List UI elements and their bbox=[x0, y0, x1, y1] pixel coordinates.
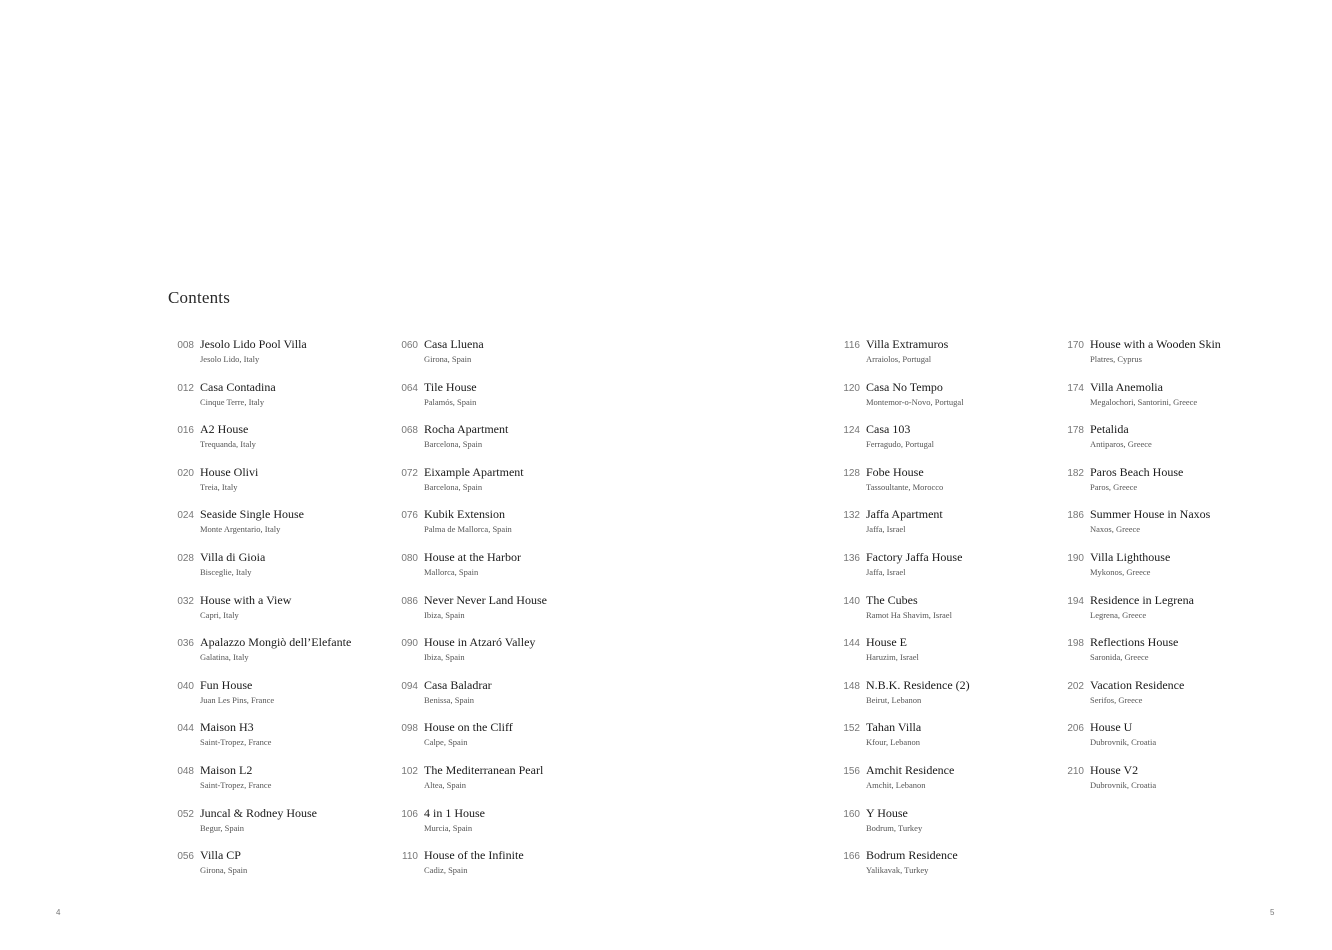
toc-entry[interactable] bbox=[834, 805, 1034, 848]
toc-project-name: House V2 bbox=[1090, 762, 1139, 777]
toc-location: Jesolo Lido, Italy bbox=[200, 354, 260, 364]
toc-entry[interactable] bbox=[168, 805, 368, 848]
toc-page-number: 016 bbox=[177, 425, 194, 437]
toc-entry[interactable] bbox=[392, 592, 592, 635]
contents-title: Contents bbox=[168, 288, 231, 307]
toc-project-name: Casa Contadina bbox=[200, 379, 276, 394]
toc-location: Kfour, Lebanon bbox=[866, 737, 920, 748]
toc-location: Benissa, Spain bbox=[424, 694, 475, 705]
toc-page-number: 040 bbox=[177, 680, 194, 692]
toc-location: Yalikavak, Turkey bbox=[866, 865, 929, 876]
toc-location: Barcelona, Spain bbox=[424, 481, 483, 492]
toc-page-number: 098 bbox=[401, 723, 418, 735]
toc-project-name: Vacation Residence bbox=[1090, 677, 1185, 692]
toc-project-name: Maison H3 bbox=[200, 720, 254, 735]
toc-project-name: Rocha Apartment bbox=[424, 422, 509, 437]
toc-entry[interactable] bbox=[392, 421, 592, 464]
toc-entry[interactable] bbox=[1058, 336, 1258, 379]
toc-entry[interactable] bbox=[168, 421, 368, 464]
toc-entry[interactable] bbox=[1058, 634, 1258, 677]
toc-project-name: Factory Jaffa House bbox=[866, 549, 963, 564]
toc-page-number: 024 bbox=[177, 510, 194, 522]
toc-location: Legrena, Greece bbox=[1090, 609, 1147, 620]
toc-page-number: 140 bbox=[843, 595, 860, 607]
toc-location: Monte Argentario, Italy bbox=[200, 524, 281, 535]
toc-entry[interactable] bbox=[1058, 379, 1258, 422]
toc-project-name: Never Never Land House bbox=[424, 592, 547, 607]
toc-project-name: House on the Cliff bbox=[424, 720, 513, 735]
toc-location: Ferragudo, Portugal bbox=[866, 439, 934, 450]
toc-entry[interactable] bbox=[392, 464, 592, 507]
toc-project-name: The Cubes bbox=[866, 592, 918, 607]
toc-location: Montemor-o-Novo, Portugal bbox=[866, 396, 964, 407]
toc-entry[interactable] bbox=[1058, 549, 1258, 592]
toc-project-name: House in Atzaró Valley bbox=[424, 635, 536, 650]
toc-location: Barcelona, Spain bbox=[424, 439, 483, 450]
toc-project-name: Juncal & Rodney House bbox=[200, 805, 317, 820]
toc-project-name: Amchit Residence bbox=[866, 762, 955, 777]
toc-page-number: 190 bbox=[1067, 552, 1084, 564]
toc-project-name: Villa Lighthouse bbox=[1090, 549, 1171, 564]
toc-project-name: House with a View bbox=[200, 592, 292, 607]
toc-project-name: Casa Lluena bbox=[424, 337, 484, 351]
toc-entry[interactable] bbox=[834, 336, 1034, 379]
toc-project-name: Fun House bbox=[200, 677, 253, 692]
toc-location: Megalochori, Santorini, Greece bbox=[1090, 396, 1198, 407]
toc-page-number: 148 bbox=[843, 680, 860, 692]
toc-page-number: 102 bbox=[401, 765, 418, 777]
toc-page-number: 144 bbox=[843, 638, 860, 650]
toc-entry[interactable] bbox=[834, 677, 1034, 720]
toc-location: Bisceglie, Italy bbox=[200, 566, 252, 577]
toc-entry[interactable] bbox=[392, 847, 592, 890]
toc-entry[interactable] bbox=[392, 677, 592, 720]
contents-column-3 bbox=[834, 336, 1034, 890]
toc-location: Murcia, Spain bbox=[424, 822, 473, 833]
toc-page-number: 048 bbox=[177, 765, 194, 777]
toc-page-number: 012 bbox=[177, 382, 194, 394]
toc-location: Saronida, Greece bbox=[1090, 652, 1149, 663]
toc-location: Dubrovnik, Croatia bbox=[1090, 737, 1157, 748]
toc-page-number: 086 bbox=[401, 595, 418, 607]
toc-page-number: 008 bbox=[177, 340, 194, 351]
toc-entry[interactable] bbox=[1058, 464, 1258, 507]
toc-page-number: 110 bbox=[402, 851, 418, 863]
toc-entry[interactable] bbox=[1058, 506, 1258, 549]
toc-project-name: House U bbox=[1090, 720, 1133, 735]
toc-location: Mallorca, Spain bbox=[424, 566, 479, 577]
toc-entry[interactable] bbox=[834, 549, 1034, 592]
toc-page-number: 198 bbox=[1067, 638, 1084, 650]
toc-page-number: 152 bbox=[843, 723, 860, 735]
toc-location: Ramot Ha Shavim, Israel bbox=[866, 609, 952, 620]
toc-entry[interactable] bbox=[1058, 592, 1258, 635]
toc-project-name: Kubik Extension bbox=[424, 507, 505, 522]
toc-location: Calpe, Spain bbox=[424, 737, 468, 748]
toc-location: Cinque Terre, Italy bbox=[200, 396, 265, 407]
toc-location: Mykonos, Greece bbox=[1090, 566, 1151, 577]
toc-location: Paros, Greece bbox=[1090, 481, 1138, 492]
toc-page-number: 136 bbox=[843, 552, 860, 564]
toc-location: Serifos, Greece bbox=[1090, 694, 1143, 705]
toc-location: Beirut, Lebanon bbox=[866, 694, 922, 705]
toc-page-number: 124 bbox=[843, 425, 860, 437]
toc-location: Haruzim, Israel bbox=[866, 652, 919, 663]
toc-project-name: Tahan Villa bbox=[866, 720, 922, 735]
toc-project-name: Residence in Legrena bbox=[1090, 592, 1194, 607]
toc-entry[interactable] bbox=[168, 336, 368, 379]
toc-location: Platres, Cyprus bbox=[1090, 354, 1142, 364]
contents-column-1 bbox=[168, 336, 368, 890]
toc-project-name: Tile House bbox=[424, 379, 477, 394]
toc-page-number: 132 bbox=[843, 510, 860, 522]
toc-page-number: 028 bbox=[177, 552, 194, 564]
toc-project-name: House with a Wooden Skin bbox=[1090, 337, 1221, 351]
toc-project-name: Y House bbox=[866, 805, 908, 820]
toc-project-name: N.B.K. Residence (2) bbox=[866, 677, 970, 692]
toc-location: Trequanda, Italy bbox=[200, 439, 256, 450]
toc-entry[interactable] bbox=[1058, 719, 1258, 762]
toc-entry[interactable] bbox=[168, 719, 368, 762]
toc-page-number: 194 bbox=[1067, 595, 1084, 607]
toc-project-name: Jesolo Lido Pool Villa bbox=[200, 337, 307, 351]
toc-location: Antiparos, Greece bbox=[1090, 439, 1152, 450]
toc-entry[interactable] bbox=[168, 847, 368, 890]
toc-location: Treia, Italy bbox=[200, 481, 238, 492]
toc-location: Jaffa, Israel bbox=[866, 566, 906, 577]
toc-page-number: 056 bbox=[177, 851, 194, 863]
toc-project-name: Summer House in Naxos bbox=[1090, 507, 1211, 522]
toc-entry[interactable] bbox=[392, 762, 592, 805]
toc-entry[interactable] bbox=[392, 336, 592, 379]
toc-location: Juan Les Pins, France bbox=[200, 694, 275, 705]
toc-project-name: Villa di Gioia bbox=[200, 549, 266, 564]
toc-location: Girona, Spain bbox=[424, 354, 472, 364]
toc-project-name: Reflections House bbox=[1090, 635, 1179, 650]
toc-entry[interactable] bbox=[392, 805, 592, 848]
toc-project-name: A2 House bbox=[200, 422, 249, 437]
toc-location: Palamós, Spain bbox=[424, 396, 477, 407]
toc-location: Galatina, Italy bbox=[200, 652, 249, 663]
toc-entry[interactable] bbox=[168, 506, 368, 549]
toc-page-number: 182 bbox=[1067, 467, 1084, 479]
toc-location: Naxos, Greece bbox=[1090, 524, 1141, 535]
toc-project-name: Seaside Single House bbox=[200, 507, 304, 522]
toc-page-number: 174 bbox=[1067, 382, 1084, 394]
toc-entry[interactable] bbox=[392, 549, 592, 592]
toc-project-name: Petalida bbox=[1090, 422, 1129, 437]
toc-location: Dubrovnik, Croatia bbox=[1090, 779, 1157, 790]
page-number-left: 4 bbox=[56, 908, 61, 917]
toc-page-number: 080 bbox=[401, 552, 418, 564]
toc-project-name: House at the Harbor bbox=[424, 549, 521, 564]
toc-page-number: 094 bbox=[401, 680, 418, 692]
toc-entry[interactable] bbox=[168, 592, 368, 635]
toc-page-number: 036 bbox=[177, 638, 194, 650]
contents-column-2 bbox=[392, 336, 592, 890]
toc-location: Cadiz, Spain bbox=[424, 865, 468, 876]
toc-location: Arraiolos, Portugal bbox=[866, 354, 932, 364]
toc-project-name: House E bbox=[866, 635, 907, 650]
toc-entry[interactable] bbox=[834, 719, 1034, 762]
toc-location: Saint-Tropez, France bbox=[200, 779, 272, 790]
toc-location: Ibiza, Spain bbox=[424, 609, 465, 620]
toc-project-name: The Mediterranean Pearl bbox=[424, 762, 544, 777]
toc-page-number: 210 bbox=[1067, 765, 1084, 777]
toc-project-name: Casa Baladrar bbox=[424, 677, 492, 692]
toc-page-number: 116 bbox=[844, 340, 860, 351]
toc-page-number: 044 bbox=[177, 723, 194, 735]
toc-entry[interactable] bbox=[392, 379, 592, 422]
toc-location: Saint-Tropez, France bbox=[200, 737, 272, 748]
toc-page-number: 068 bbox=[401, 425, 418, 437]
toc-entry[interactable] bbox=[392, 506, 592, 549]
toc-page-number: 020 bbox=[177, 467, 194, 479]
toc-page-number: 178 bbox=[1067, 425, 1084, 437]
toc-project-name: House of the Infinite bbox=[424, 848, 524, 863]
toc-project-name: Eixample Apartment bbox=[424, 464, 524, 479]
toc-page-number: 128 bbox=[843, 467, 860, 479]
toc-project-name: Fobe House bbox=[866, 464, 924, 479]
toc-page-number: 076 bbox=[401, 510, 418, 522]
toc-entry[interactable] bbox=[168, 464, 368, 507]
toc-location: Palma de Mallorca, Spain bbox=[424, 524, 512, 535]
toc-page-number: 170 bbox=[1067, 340, 1084, 351]
toc-page-number: 160 bbox=[843, 808, 860, 820]
toc-page-number: 064 bbox=[401, 382, 418, 394]
toc-location: Jaffa, Israel bbox=[866, 524, 906, 535]
toc-entry[interactable] bbox=[392, 719, 592, 762]
toc-entry[interactable] bbox=[834, 847, 1034, 890]
toc-project-name: Jaffa Apartment bbox=[866, 507, 943, 522]
toc-project-name: Villa CP bbox=[200, 848, 241, 863]
toc-entry[interactable] bbox=[168, 677, 368, 720]
toc-entry[interactable] bbox=[168, 379, 368, 422]
toc-page-number: 052 bbox=[177, 808, 194, 820]
toc-project-name: Paros Beach House bbox=[1090, 464, 1184, 479]
toc-entry[interactable] bbox=[834, 464, 1034, 507]
toc-project-name: Casa 103 bbox=[866, 422, 911, 437]
toc-entry[interactable] bbox=[834, 762, 1034, 805]
toc-page-number: 072 bbox=[401, 467, 418, 479]
toc-entry[interactable] bbox=[168, 634, 368, 677]
toc-page-number: 186 bbox=[1067, 510, 1084, 522]
toc-entry[interactable] bbox=[392, 634, 592, 677]
toc-entry[interactable] bbox=[834, 592, 1034, 635]
toc-page-number: 090 bbox=[401, 638, 418, 650]
toc-entry[interactable] bbox=[834, 379, 1034, 422]
toc-page-number: 166 bbox=[843, 851, 860, 863]
toc-location: Tassoultante, Morocco bbox=[866, 481, 944, 492]
toc-location: Begur, Spain bbox=[200, 822, 245, 833]
toc-page-number: 120 bbox=[843, 382, 860, 394]
toc-page-number: 206 bbox=[1067, 723, 1084, 735]
toc-page-number: 060 bbox=[401, 340, 418, 351]
toc-project-name: Villa Anemolia bbox=[1090, 379, 1163, 394]
contents-column-4 bbox=[1058, 336, 1258, 805]
toc-project-name: Villa Extramuros bbox=[866, 337, 949, 351]
toc-entry[interactable] bbox=[1058, 762, 1258, 805]
toc-location: Ibiza, Spain bbox=[424, 652, 465, 663]
page-number-right: 5 bbox=[1270, 908, 1275, 917]
toc-entry[interactable] bbox=[168, 549, 368, 592]
toc-project-name: Maison L2 bbox=[200, 762, 253, 777]
toc-entry[interactable] bbox=[1058, 421, 1258, 464]
toc-location: Amchit, Lebanon bbox=[866, 779, 926, 790]
toc-project-name: Casa No Tempo bbox=[866, 379, 943, 394]
toc-page-number: 156 bbox=[843, 765, 860, 777]
toc-page-number: 032 bbox=[177, 595, 194, 607]
toc-location: Girona, Spain bbox=[200, 865, 248, 876]
toc-entry[interactable] bbox=[1058, 677, 1258, 720]
toc-entry[interactable] bbox=[834, 421, 1034, 464]
toc-project-name: Bodrum Residence bbox=[866, 848, 958, 863]
toc-entry[interactable] bbox=[168, 762, 368, 805]
toc-entry[interactable] bbox=[834, 506, 1034, 549]
toc-project-name: Apalazzo Mongiò dell’Elefante bbox=[200, 635, 352, 650]
toc-location: Bodrum, Turkey bbox=[866, 822, 923, 833]
toc-project-name: House Olivi bbox=[200, 464, 259, 479]
toc-project-name: 4 in 1 House bbox=[424, 805, 485, 820]
toc-entry[interactable] bbox=[834, 634, 1034, 677]
toc-page-number: 202 bbox=[1067, 680, 1084, 692]
toc-location: Altea, Spain bbox=[424, 779, 467, 790]
toc-location: Capri, Italy bbox=[200, 609, 239, 620]
toc-page-number: 106 bbox=[401, 808, 418, 820]
